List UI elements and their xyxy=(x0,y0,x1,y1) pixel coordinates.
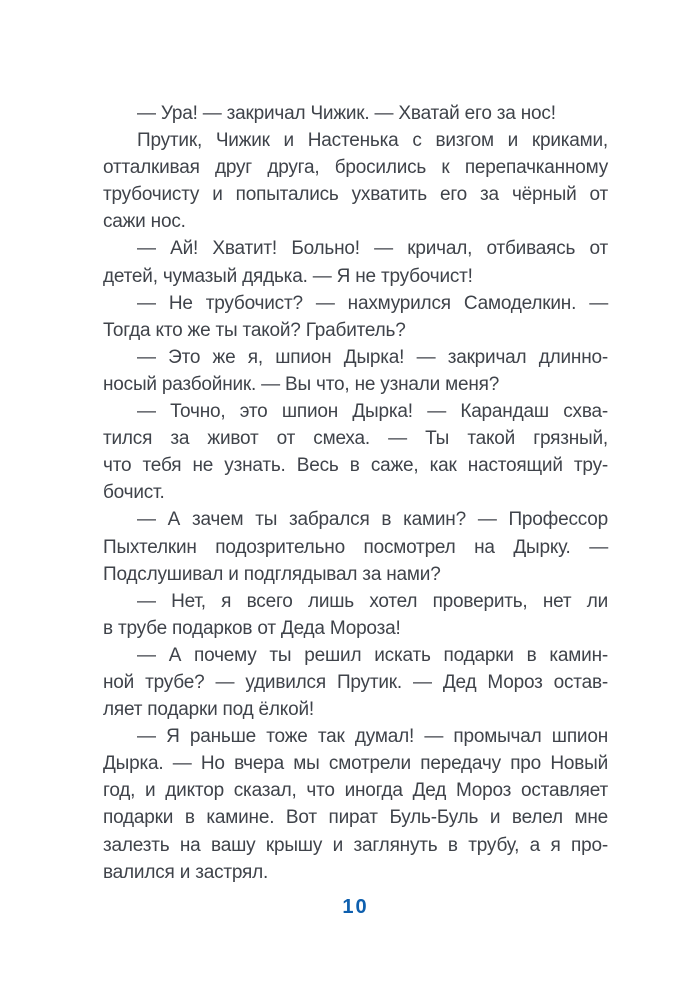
text-line: носый разбойник. — Вы что, не узнали меня? xyxy=(103,373,500,395)
text-line: детей, чумазый дядька. — Я не трубочист! xyxy=(103,265,473,287)
text-line: — Это же я, шпион Дырка! — закричал длинно- xyxy=(137,346,608,368)
paragraph xyxy=(103,398,608,506)
text-line: — Я раньше тоже так думал! — промычал шпион xyxy=(137,726,608,748)
text-line: сажи нос. xyxy=(103,211,186,233)
text-line: — Точно, это шпион Дырка! — Карандаш схва- xyxy=(137,401,608,423)
text-line: Дырка. — Но вчера мы смотрели передачу про Новый xyxy=(103,753,608,775)
paragraph xyxy=(103,127,608,235)
text-line: Пыхтелкин подозрительно посмотрел на Дырку. — xyxy=(103,536,608,558)
text-line: — Ура! — закричал Чижик. — Хватай его за нос! xyxy=(137,103,556,124)
text-line: залезть на вашу крышу и заглянуть в трубу, а я про- xyxy=(103,834,608,856)
text-line: Подслушивал и подглядывал за нами? xyxy=(103,563,441,585)
text-line: подарки в камине. Вот пират Буль-Буль и велел мне xyxy=(103,807,608,829)
paragraph xyxy=(103,642,608,723)
story-text xyxy=(103,100,608,886)
paragraph xyxy=(103,344,608,398)
text-line: тился за живот от смеха. — Ты такой грязный, xyxy=(103,428,608,450)
text-line: ной трубе? — удивился Прутик. — Дед Мороз остав- xyxy=(103,671,608,693)
text-line: бочист. xyxy=(103,482,165,504)
text-line: валился и застрял. xyxy=(103,861,269,883)
paragraph xyxy=(103,588,608,642)
paragraph xyxy=(103,506,608,587)
text-line: трубочисту и попытались ухватить его за чёрный от xyxy=(103,184,608,206)
text-line: год, и диктор сказал, что иногда Дед Мороз оставляет xyxy=(103,780,608,802)
text-line: — А почему ты решил искать подарки в камин- xyxy=(137,644,608,666)
paragraph xyxy=(103,290,608,344)
paragraph xyxy=(103,100,608,127)
paragraph xyxy=(103,235,608,289)
page-number: 10 xyxy=(342,896,369,918)
text-line: что тебя не узнать. Весь в саже, как настоящий тру- xyxy=(103,455,608,477)
text-line: ляет подарки под ёлкой! xyxy=(103,699,314,721)
text-line: — Не трубочист? — нахмурился Самоделкин. — xyxy=(137,292,608,314)
text-line: Прутик, Чижик и Настенька с визгом и криками, xyxy=(137,130,608,152)
text-line: — Нет, я всего лишь хотел проверить, нет ли xyxy=(137,590,608,612)
text-line: Тогда кто же ты такой? Грабитель? xyxy=(103,319,406,341)
text-line: — А зачем ты забрался в камин? — Профессор xyxy=(137,509,608,531)
paragraph xyxy=(103,723,608,886)
text-line: отталкивая друг друга, бросились к перепачканному xyxy=(103,157,608,179)
text-line: в трубе подарков от Деда Мороза! xyxy=(103,617,401,639)
text-line: — Ай! Хватит! Больно! — кричал, отбиваясь от xyxy=(137,238,608,260)
